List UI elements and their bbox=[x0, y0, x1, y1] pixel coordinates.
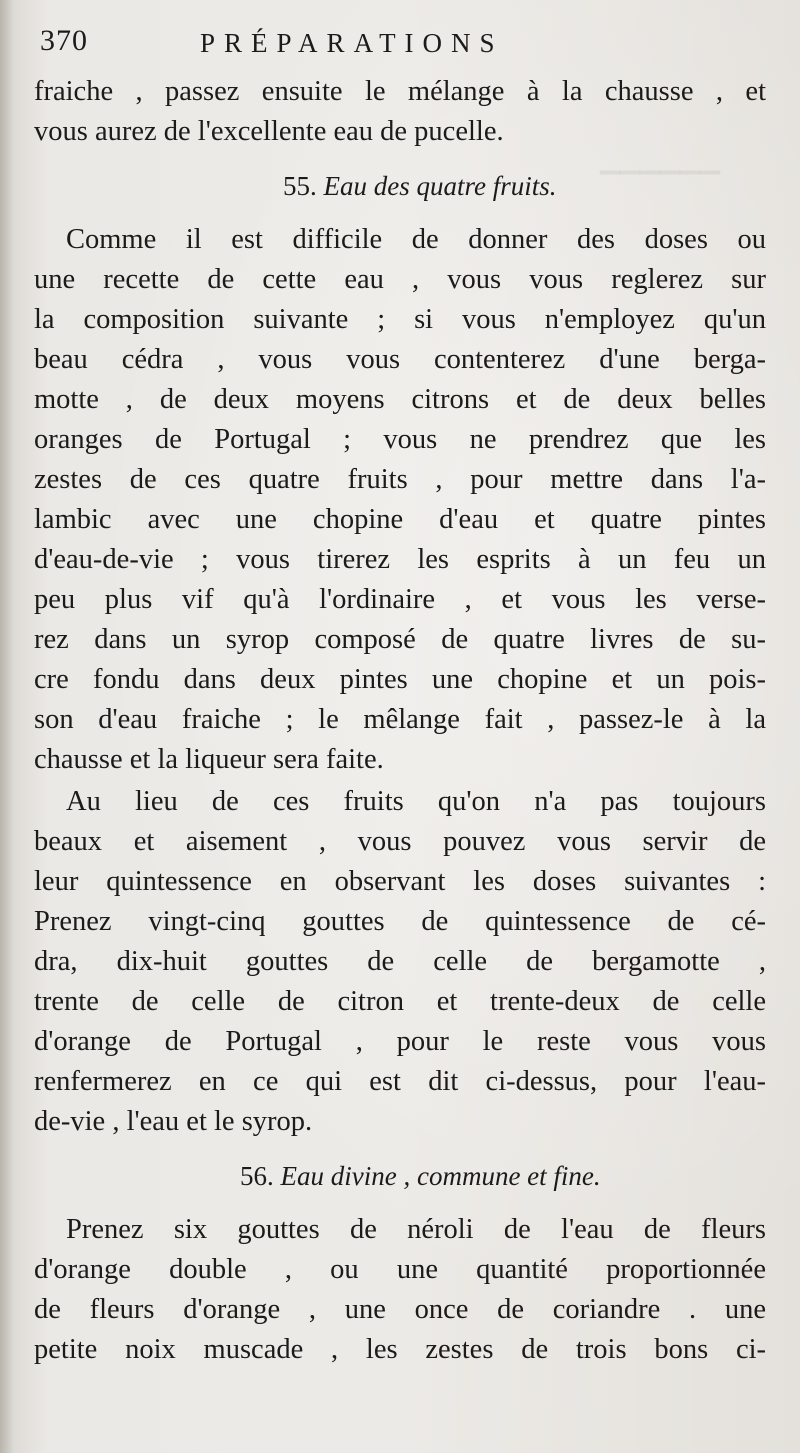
text-line: d'orange double , ou une quantité proportionnée bbox=[34, 1254, 766, 1285]
text-line: petite noix muscade , les zestes de trois bons ci- bbox=[34, 1334, 766, 1365]
text-line: beaux et aisement , vous pouvez vous servir de bbox=[34, 826, 766, 857]
text-line: chausse et la liqueur sera faite. bbox=[34, 744, 384, 775]
text-line: lambic avec une chopine d'eau et quatre pintes bbox=[34, 504, 766, 535]
text-line: leur quintessence en observant les doses suivantes : bbox=[34, 866, 766, 897]
text-line: dra, dix-huit gouttes de celle de bergamotte , bbox=[34, 946, 766, 977]
page-gutter-shadow bbox=[0, 0, 14, 1453]
text-line: d'orange de Portugal , pour le reste vous vous bbox=[34, 1026, 766, 1057]
page-number: 370 bbox=[40, 24, 88, 57]
text-line: Prenez six gouttes de néroli de l'eau de fleurs bbox=[66, 1214, 766, 1245]
text-line: vous aurez de l'excellente eau de pucelle. bbox=[34, 116, 504, 147]
text-line: oranges de Portugal ; vous ne prendrez que les bbox=[34, 424, 766, 455]
text-line: motte , de deux moyens citrons et de deux belles bbox=[34, 384, 766, 415]
running-head: PRÉPARATIONS bbox=[200, 28, 504, 58]
section-number: 56. bbox=[240, 1161, 274, 1191]
text-line: Prenez vingt-cinq gouttes de quintessence de cé- bbox=[34, 906, 766, 937]
text-line: beau cédra , vous vous contenterez d'une berga- bbox=[34, 344, 766, 375]
text-line: Au lieu de ces fruits qu'on n'a pas toujours bbox=[66, 786, 766, 817]
text-line: fraiche , passez ensuite le mélange à la chausse , et bbox=[34, 76, 766, 107]
text-line: son d'eau fraiche ; le mêlange fait , passez-le à la bbox=[34, 704, 766, 735]
page-header bbox=[40, 24, 780, 68]
text-line: zestes de ces quatre fruits , pour mettre dans l'a- bbox=[34, 464, 766, 495]
text-line: cre fondu dans deux pintes une chopine et un pois- bbox=[34, 664, 766, 695]
text-line: Comme il est difficile de donner des doses ou bbox=[66, 224, 766, 255]
section-number: 55. bbox=[283, 171, 317, 201]
text-line: trente de celle de citron et trente-deux de celle bbox=[34, 986, 766, 1017]
section-title: Eau divine , commune et fine. bbox=[273, 1161, 601, 1191]
text-line: peu plus vif qu'à l'ordinaire , et vous les verse- bbox=[34, 584, 766, 615]
section-heading bbox=[240, 1156, 605, 1196]
text-line: de-vie , l'eau et le syrop. bbox=[34, 1106, 313, 1137]
section-heading bbox=[283, 166, 561, 206]
text-line: d'eau-de-vie ; vous tirerez les esprits à un feu un bbox=[34, 544, 766, 575]
text-line: une recette de cette eau , vous vous reglerez sur bbox=[34, 264, 766, 295]
text-line: renfermerez en ce qui est dit ci-dessus, pour l'eau- bbox=[34, 1066, 766, 1097]
text-line: de fleurs d'orange , une once de coriandre . une bbox=[34, 1294, 766, 1325]
section-title: Eau des quatre fruits. bbox=[316, 171, 557, 201]
bleed-through: ▁▁▁▁▁▁ bbox=[600, 145, 720, 174]
text-line: rez dans un syrop composé de quatre livres de su- bbox=[34, 624, 766, 655]
text-line: la composition suivante ; si vous n'employez qu'un bbox=[34, 304, 766, 335]
